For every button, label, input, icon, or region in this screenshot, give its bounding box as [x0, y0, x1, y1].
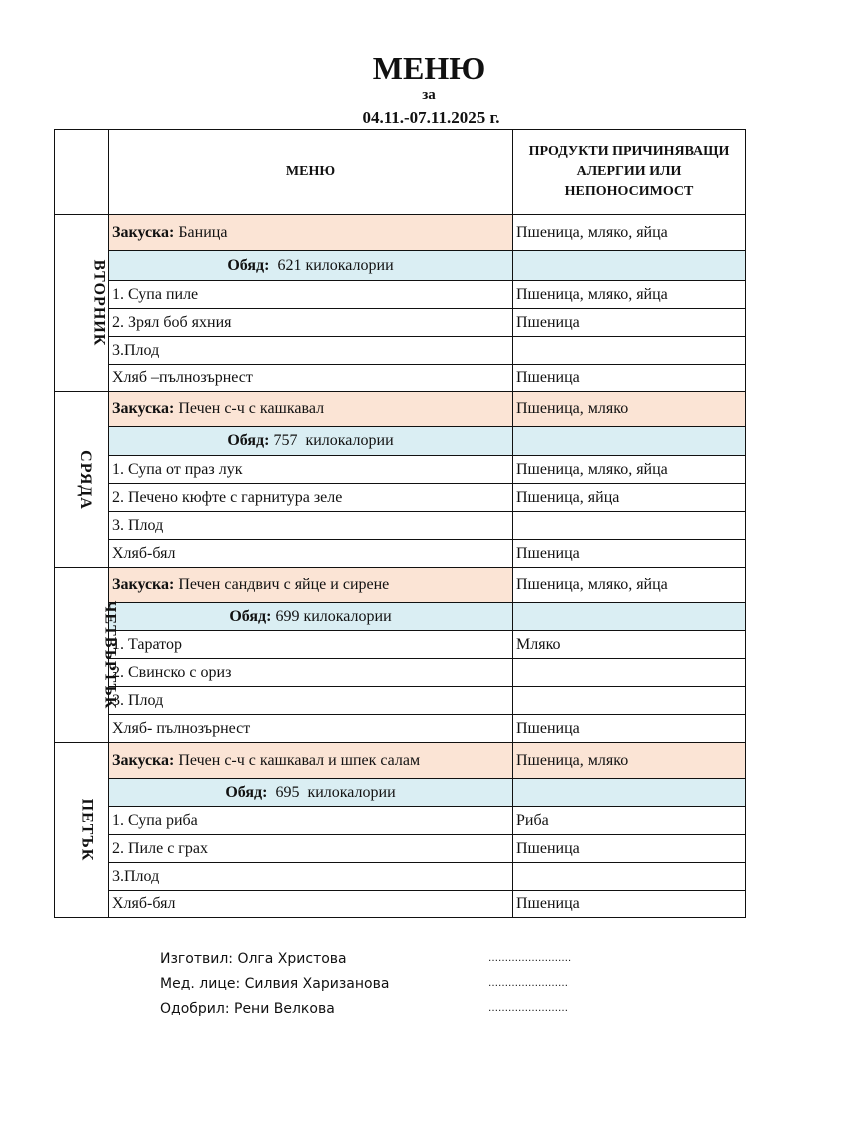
dish-allergens: Пшеница, мляко, яйца: [513, 281, 746, 309]
day-cell: [55, 392, 109, 568]
breakfast-label: Закуска:: [112, 576, 175, 593]
dish-name: Хляб-бял: [109, 540, 513, 568]
lunch-row: [55, 251, 746, 281]
lunch-row: [55, 779, 746, 807]
breakfast-label: Закуска:: [112, 400, 175, 417]
breakfast-dish-cell: [109, 392, 513, 427]
lunch-calories: 757 килокалории: [269, 432, 394, 449]
lunch-label: Обяд:: [227, 432, 270, 449]
header-allergens-cell: ПРОДУКТИ ПРИЧИНЯВАЩИ АЛЕРГИИ ИЛИ НЕПОНОСИМОСТ: [513, 130, 746, 215]
breakfast-allergens: Пшеница, мляко: [513, 743, 746, 779]
breakfast-allergens: Пшеница, мляко, яйца: [513, 568, 746, 603]
lunch-allergens-empty: [513, 427, 746, 456]
lunch-label: Обяд:: [225, 783, 268, 801]
lunch-allergens-empty: [513, 779, 746, 807]
lunch-row: [55, 603, 746, 631]
table-header-row: [55, 130, 746, 215]
dish-name: 1. Супа от праз лук: [109, 456, 513, 484]
breakfast-label: Закуска:: [112, 223, 175, 241]
lunch-row: [55, 427, 746, 456]
dish-name: Хляб- пълнозърнест: [109, 715, 513, 743]
lunch-calories: 695 килокалории: [267, 783, 396, 801]
dish-allergens: [513, 337, 746, 365]
dish-name: 3.Плод: [109, 863, 513, 891]
breakfast-row: [55, 215, 746, 251]
dish-row: [55, 309, 746, 337]
dish-row: [55, 715, 746, 743]
dish-row: [55, 484, 746, 512]
signature-approved-by: Одобрил: Рени Велкова: [160, 1001, 335, 1017]
breakfast-label: Закуска:: [112, 751, 175, 769]
dish-name: 2. Зрял боб яхния: [109, 309, 513, 337]
breakfast-dish: Баница: [174, 223, 228, 241]
signature-medical: Мед. лице: Силвия Харизанова: [160, 976, 390, 992]
dish-allergens: Пшеница: [513, 309, 746, 337]
dish-allergens: Пшеница, мляко, яйца: [513, 456, 746, 484]
lunch-label: Обяд:: [227, 256, 270, 274]
day-name: ЧЕТВЪРТЪК: [101, 600, 119, 710]
date-range: 04.11.-07.11.2025 г.: [362, 108, 500, 127]
signature-line: ……………………: [488, 978, 568, 989]
dish-row: [55, 631, 746, 659]
signature-line: ……………………: [488, 1003, 568, 1014]
dish-allergens: [513, 687, 746, 715]
dish-allergens: [513, 863, 746, 891]
dish-allergens: Пшеница: [513, 891, 746, 918]
signature-line: …………………….: [488, 953, 572, 964]
page-title: МЕНЮ: [372, 50, 486, 86]
breakfast-dish-cell: [109, 743, 513, 779]
dish-row: [55, 365, 746, 392]
dish-row: [55, 863, 746, 891]
dish-name: 3. Плод: [109, 512, 513, 540]
lunch-calories-cell: [109, 603, 513, 631]
menu-table: [54, 129, 746, 918]
dish-name: 1. Супа риба: [109, 807, 513, 835]
dish-allergens: Пшеница: [513, 715, 746, 743]
day-name: ВТОРНИК: [90, 259, 108, 347]
dish-allergens: Мляко: [513, 631, 746, 659]
dish-name: Хляб –пълнозърнест: [109, 365, 513, 392]
dish-row: [55, 659, 746, 687]
lunch-calories-cell: [109, 779, 513, 807]
dish-name: 3.Плод: [109, 337, 513, 365]
lunch-calories: 699 килокалории: [271, 607, 392, 625]
day-name: ПЕТЪК: [78, 798, 96, 862]
dish-allergens: Пшеница, яйца: [513, 484, 746, 512]
lunch-calories: 621 килокалории: [269, 256, 394, 274]
breakfast-dish-cell: [109, 568, 513, 603]
dish-row: [55, 512, 746, 540]
dish-row: [55, 807, 746, 835]
lunch-allergens-empty: [513, 603, 746, 631]
signature-prepared-by: Изготвил: Олга Христова: [160, 951, 347, 967]
breakfast-dish-cell: [109, 215, 513, 251]
lunch-label: Обяд:: [229, 607, 272, 625]
day-name: СРЯДА: [76, 449, 94, 510]
dish-allergens: [513, 512, 746, 540]
day-cell: [55, 215, 109, 392]
dish-name: Хляб-бял: [109, 891, 513, 918]
dish-name: 2. Печено кюфте с гарнитура зеле: [109, 484, 513, 512]
dish-row: [55, 540, 746, 568]
header-day-cell: [55, 130, 109, 215]
header-menu-cell: МЕНЮ: [109, 130, 513, 215]
dish-allergens: Пшеница: [513, 365, 746, 392]
breakfast-row: [55, 743, 746, 779]
dish-allergens: [513, 659, 746, 687]
lunch-allergens-empty: [513, 251, 746, 281]
days-body: [55, 215, 746, 918]
dish-row: [55, 891, 746, 918]
dish-allergens: Риба: [513, 807, 746, 835]
breakfast-dish: Печен сандвич с яйце и сирене: [174, 576, 390, 593]
dish-name: 1. Таратор: [109, 631, 513, 659]
day-cell: [55, 743, 109, 918]
dish-name: 2. Свинско с ориз: [109, 659, 513, 687]
dish-allergens: Пшеница: [513, 540, 746, 568]
dish-row: [55, 687, 746, 715]
dish-name: 2. Пиле с грах: [109, 835, 513, 863]
breakfast-dish: Печен с-ч с кашкавал и шпек салам: [174, 751, 421, 769]
breakfast-allergens: Пшеница, мляко: [513, 392, 746, 427]
dish-row: [55, 456, 746, 484]
breakfast-row: [55, 392, 746, 427]
breakfast-dish: Печен с-ч с кашкавал: [174, 400, 325, 417]
dish-allergens: Пшеница: [513, 835, 746, 863]
breakfast-row: [55, 568, 746, 603]
breakfast-allergens: Пшеница, мляко, яйца: [513, 215, 746, 251]
lunch-calories-cell: [109, 251, 513, 281]
dish-row: [55, 281, 746, 309]
dish-name: 3. Плод: [109, 687, 513, 715]
page-subtitle: за: [422, 87, 436, 103]
dish-row: [55, 835, 746, 863]
dish-row: [55, 337, 746, 365]
day-cell: [55, 568, 119, 743]
dish-name: 1. Супа пиле: [109, 281, 513, 309]
lunch-calories-cell: [109, 427, 513, 456]
